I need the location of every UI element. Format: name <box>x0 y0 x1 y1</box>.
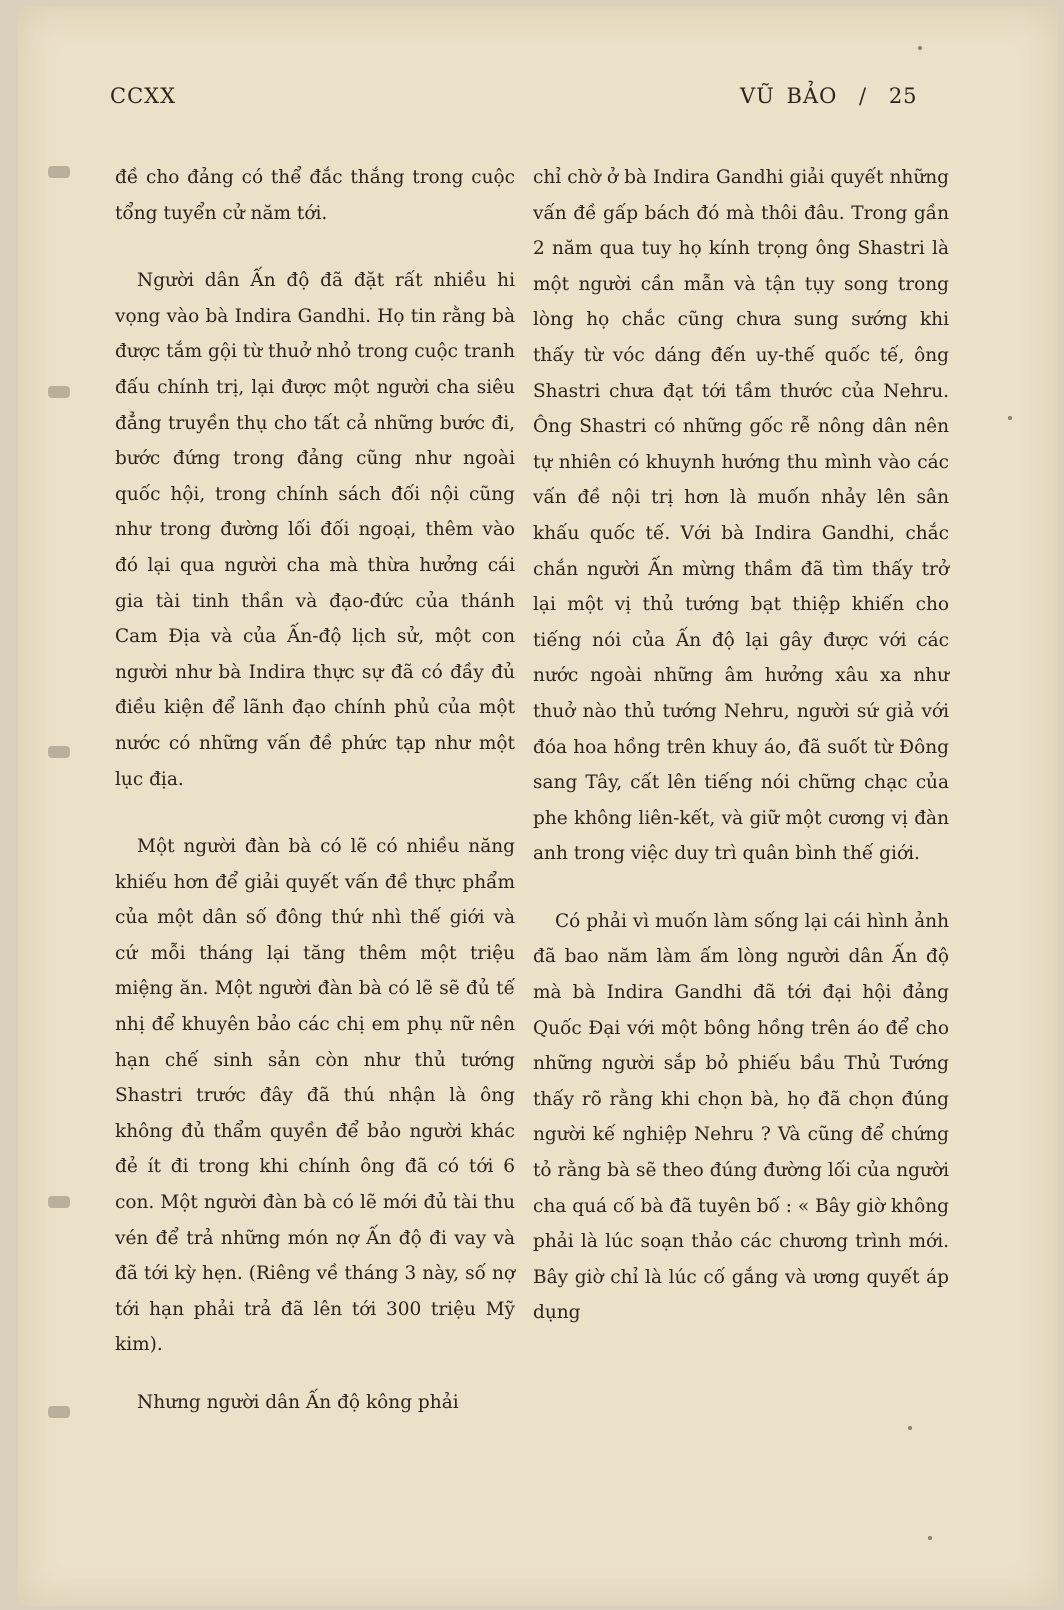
punch-mark <box>48 1406 70 1418</box>
punch-mark <box>48 386 70 398</box>
right-paragraph-2: Có phải vì muốn làm sống lại cái hình ảnh đã bao năm làm ấm lòng người dân Ấn độ mà bà Indira Gandhi đã tới đại hội đảng Quốc Đại với một bông hồng trên áo để cho những người sắp bỏ phiếu bầu Thủ Tướng thấy rõ rằng khi chọn bà, họ đã chọn đúng người kế nghiệp Nehru ? Và cũng để chứng tỏ rằng bà sẽ theo đúng đường lối của người cha quá cố bà đã tuyên bố : « Bây giờ không phải là lúc soạn thảo các chương trình mới. Bây giờ chỉ là lúc cố gắng và ương quyết áp dụng <box>533 910 949 1324</box>
header-author: VŨ BẢO <box>740 84 838 108</box>
paper-speck <box>918 46 922 50</box>
paper-speck <box>908 1426 912 1430</box>
paper-speck <box>928 1536 932 1540</box>
header-page-number: 25 <box>888 84 918 108</box>
right-column <box>533 160 949 1331</box>
punch-mark <box>48 166 70 178</box>
punch-mark <box>48 746 70 758</box>
left-paragraph-2: Người dân Ấn độ đã đặt rất nhiều hi vọng vào bà Indira Gandhi. Họ tin rằng bà được tắm gội từ thuở nhỏ trong cuộc tranh đấu chính trị, lại được một người cha siêu đẳng truyền thụ cho tất cả những bước đi, bước đứng trong đảng cũng như ngoài quốc hội, trong chính sách đối nội cũng như trong đường lối đối ngoại, thêm vào đó lại qua người cha mà thừa hưởng cái gia tài tinh thần và đạo-đức của thánh Cam Địa và của Ấn-độ lịch sử, một con người như bà Indira thực sự đã có đầy đủ điều kiện để lãnh đạo chính phủ của một nước có những vấn đề phức tạp như một lục địa. <box>115 270 516 790</box>
left-paragraph-4: Nhưng người dân Ấn độ kông phải <box>137 1392 459 1413</box>
page-header-left: CCXX <box>110 84 177 108</box>
paper-speck <box>1008 416 1012 420</box>
left-paragraph-3: Một người đàn bà có lẽ có nhiều năng khiếu hơn để giải quyết vấn đề thực phẩm của một dân số đông thứ nhì thế giới và cứ mỗi tháng lại tăng thêm một triệu miệng ăn. Một người đàn bà có lẽ sẽ đủ tế nhị để khuyên bảo các chị em phụ nữ nên hạn chế sinh sản còn như thủ tướng Shastri trước đây đã thú nhận là ông không đủ thẩm quyền để bảo người khác đẻ ít đi trong khi chính ông đã có tới 6 con. Một người đàn bà có lẽ mới đủ tài thu vén để trả những món nợ Ấn độ đi vay và đã tới kỳ hẹn. (Riêng về tháng 3 này, số nợ tới hạn phải trả đã lên tới 300 triệu Mỹ kim). <box>115 836 515 1356</box>
left-paragraph-1: đề cho đảng có thể đắc thắng trong cuộc tổng tuyển cử năm tới. <box>115 167 515 224</box>
left-column <box>115 160 515 1421</box>
right-paragraph-1: chỉ chờ ở bà Indira Gandhi giải quyết những vấn đề gấp bách đó mà thôi đâu. Trong gần 2 năm qua tuy họ kính trọng ông Shastri là một người cần mẫn và tận tụy song trong lòng họ chắc cũng chưa sung sướng khi thấy từ vóc dáng đến uy-thế quốc tế, ông Shastri chưa đạt tới tầm thước của Nehru. Ông Shastri có những gốc rễ nông dân nên tự nhiên có khuynh hướng thu mình vào các vấn đề nội trị hơn là muốn nhảy lên sân khấu quốc tế. Với bà Indira Gandhi, chắc chắn người Ấn mừng thầm đã tìm thấy trở lại một vị thủ tướng bạt thiệp khiến cho tiếng nói của Ấn độ lại gây được với các nước ngoài những âm hưởng xâu xa như thuở nào thủ tướng Nehru, người sứ giả với đóa hoa hồng trên khuy áo, đã suốt từ Đông sang Tây, cất lên tiếng nói chững chạc của phe không liên-kết, và giữ một cương vị đàn anh trong việc duy trì quân bình thế giới. <box>533 167 949 865</box>
page-header-right <box>740 84 918 108</box>
header-separator: / <box>859 84 868 108</box>
punch-mark <box>48 1196 70 1208</box>
